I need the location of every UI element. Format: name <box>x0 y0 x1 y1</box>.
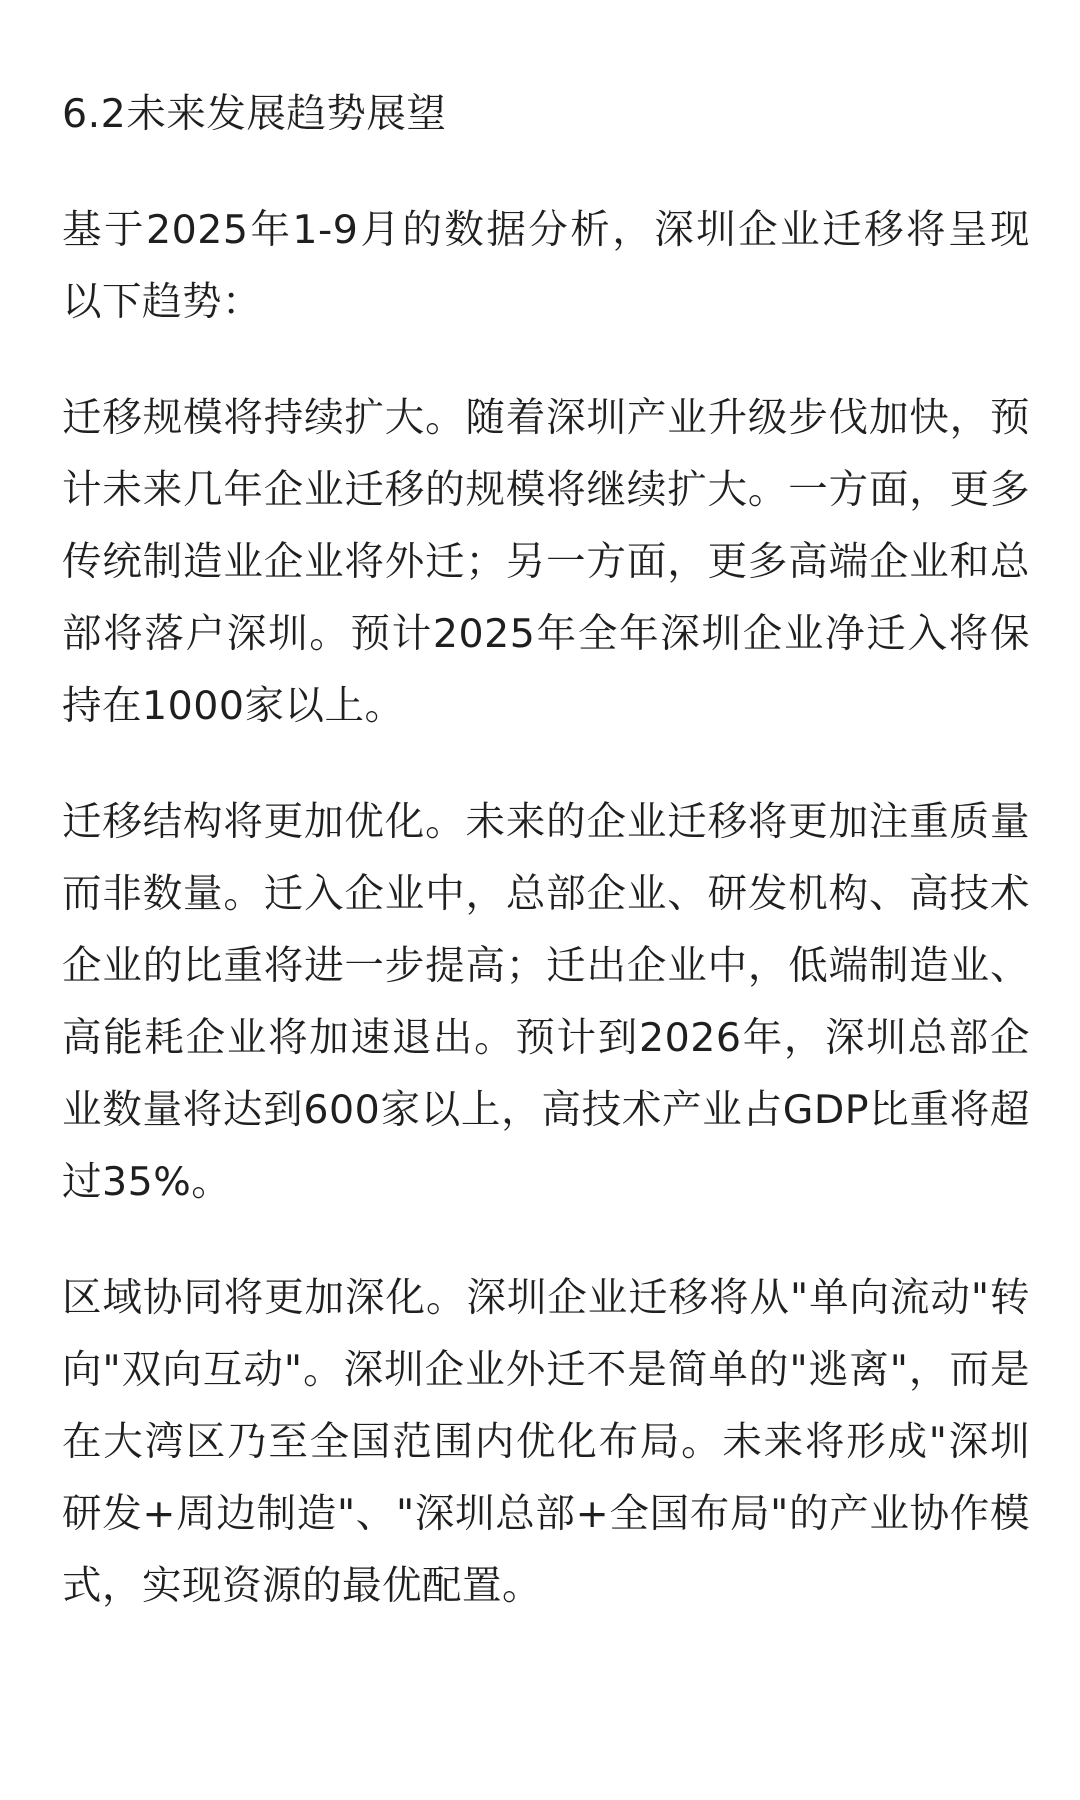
paragraph-structure: 迁移结构将更加优化。未来的企业迁移将更加注重质量而非数量。迁入企业中，总部企业、研发机构、高技术企业的比重将进一步提高；迁出企业中，低端制造业、高能耗企业将加速退出。预计到2026年，深圳总部企业数量将达到600家以上，高技术产业占GDP比重将超过35%。 <box>62 799 1030 1205</box>
paragraph-regional: 区域协同将更加深化。深圳企业迁移将从"单向流动"转向"双向互动"。深圳企业外迁不是简单的"逃离"，而是在大湾区乃至全国范围内优化布局。未来将形成"深圳研发+周边制造"、"深圳总部+全国布局"的产业协作模式，实现资源的最优配置。 <box>62 1275 1030 1609</box>
paragraph-intro: 基于2025年1-9月的数据分析，深圳企业迁移将呈现以下趋势： <box>62 207 1030 325</box>
article-body <box>62 78 1030 1666</box>
paragraph-scale: 迁移规模将持续扩大。随着深圳产业升级步伐加快，预计未来几年企业迁移的规模将继续扩大。一方面，更多传统制造业企业将外迁；另一方面，更多高端企业和总部将落户深圳。预计2025年全年深圳企业净迁入将保持在1000家以上。 <box>62 395 1030 729</box>
section-heading: 6.2未来发展趋势展望 <box>62 91 447 137</box>
